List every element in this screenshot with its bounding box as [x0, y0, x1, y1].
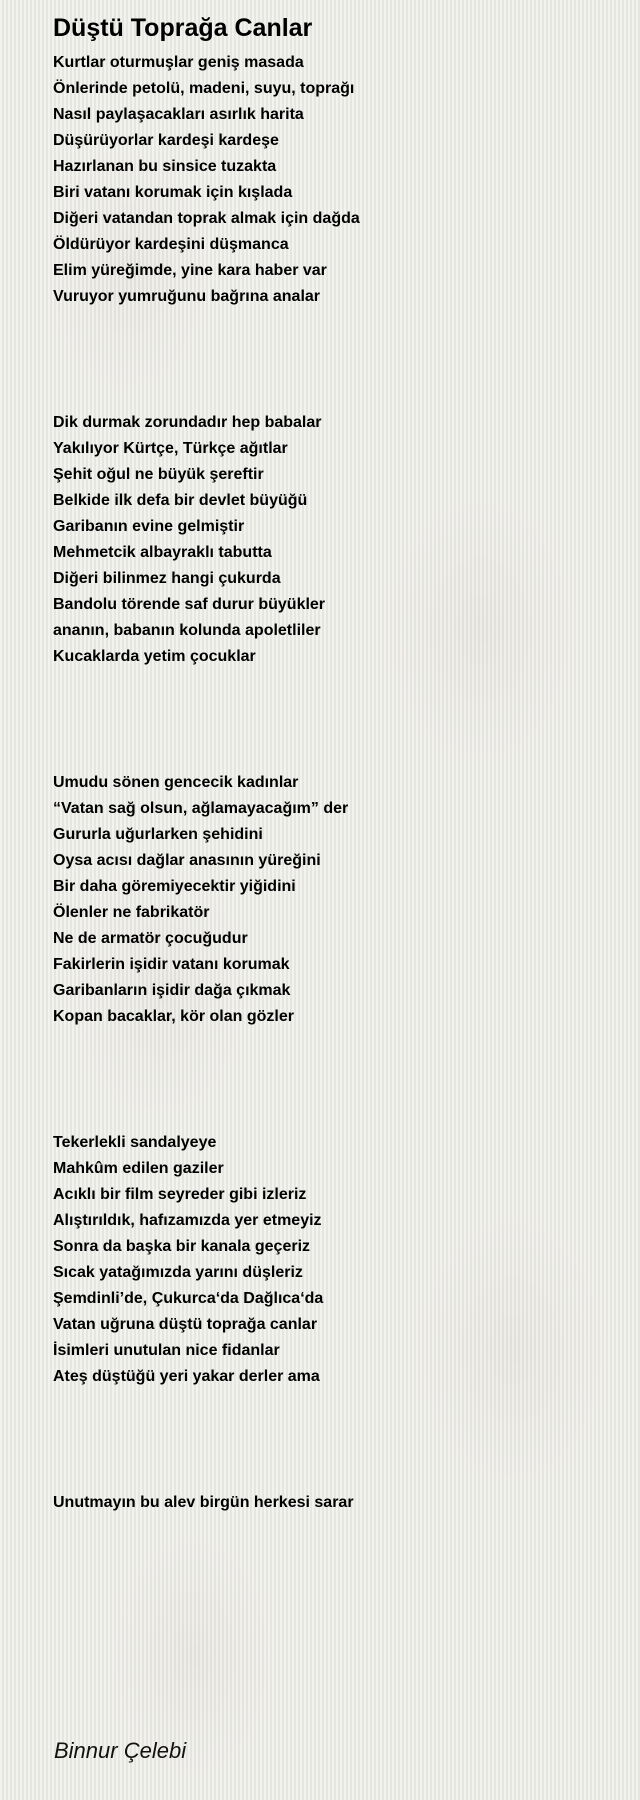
poem-line: Gururla uğurlarken şehidini — [53, 826, 263, 843]
stanza-3 — [53, 770, 348, 1030]
poem-title: Düştü Toprağa Canlar — [53, 14, 313, 42]
poem-line: Dik durmak zorundadır hep babalar — [53, 414, 322, 431]
poem-line: Biri vatanı korumak için kışlada — [53, 184, 293, 201]
poem-line: Öldürüyor kardeşini düşmanca — [53, 236, 289, 253]
stanza-2 — [53, 410, 325, 670]
poem-line: Kopan bacaklar, kör olan gözler — [53, 1008, 294, 1025]
poem-line: Şemdinli’de, Çukurca‘da Dağlıca‘da — [53, 1290, 324, 1307]
poem-line: Sonra da başka bir kanala geçeriz — [53, 1238, 311, 1255]
poem-line: Nasıl paylaşacakları asırlık harita — [53, 106, 304, 123]
poem-line: Yakılıyor Kürtçe, Türkçe ağıtlar — [53, 440, 288, 457]
poem-line: Oysa acısı dağlar anasının yüreğini — [53, 852, 321, 869]
poem-line: Tekerlekli sandalyeye — [53, 1134, 217, 1151]
poem-line: Ölenler ne fabrikatör — [53, 904, 210, 921]
poem-line: Ne de armatör çocuğudur — [53, 930, 248, 947]
poem-line: Unutmayın bu alev birgün herkesi sarar — [53, 1494, 354, 1511]
poem-line: Bir daha göremiyecektir yiğidini — [53, 878, 296, 895]
poem-line: Garibanın evine gelmiştir — [53, 518, 245, 535]
poem-line: Garibanların işidir dağa çıkmak — [53, 982, 291, 999]
poem-line: Sıcak yatağımızda yarını düşleriz — [53, 1264, 303, 1281]
poem-line: Bandolu törende saf durur büyükler — [53, 596, 326, 613]
stanza-5 — [53, 1490, 354, 1516]
poem-line: Şehit oğul ne büyük şereftir — [53, 466, 264, 483]
poem-line: “Vatan sağ olsun, ağlamayacağım” der — [53, 800, 349, 817]
poem-line: ananın, babanın kolunda apoletliler — [53, 622, 321, 639]
stanza-4 — [53, 1130, 323, 1390]
poem-line: Diğeri vatandan toprak almak için dağda — [53, 210, 360, 227]
poem-line: Vatan uğruna düştü toprağa canlar — [53, 1316, 318, 1333]
poem-line: Kurtlar oturmuşlar geniş masada — [53, 54, 304, 71]
poem-line: Vuruyor yumruğunu bağrına analar — [53, 288, 321, 305]
poem-line: Fakirlerin işidir vatanı korumak — [53, 956, 290, 973]
poem-line: Diğeri bilinmez hangi çukurda — [53, 570, 281, 587]
poem-line: Düşürüyorlar kardeşi kardeşe — [53, 132, 279, 149]
poem-line: Ateş düştüğü yeri yakar derler ama — [53, 1368, 320, 1385]
poem-line: Umudu sönen gencecik kadınlar — [53, 774, 299, 791]
poem-line: Mehmetcik albayraklı tabutta — [53, 544, 272, 561]
poem-line: Belkide ilk defa bir devlet büyüğü — [53, 492, 308, 509]
poem-line: Kucaklarda yetim çocuklar — [53, 648, 256, 665]
poem-line: İsimleri unutulan nice fidanlar — [53, 1342, 280, 1359]
poem-line: Elim yüreğimde, yine kara haber var — [53, 262, 327, 279]
poem-line: Acıklı bir film seyreder gibi izleriz — [53, 1186, 307, 1203]
poem-line: Hazırlanan bu sinsice tuzakta — [53, 158, 277, 175]
poem-line: Önlerinde petolü, madeni, suyu, toprağı — [53, 80, 355, 97]
stanza-1 — [53, 50, 360, 310]
poem-line: Mahkûm edilen gaziler — [53, 1160, 224, 1177]
poem-author: Binnur Çelebi — [54, 1738, 187, 1763]
poem-line: Alıştırıldık, hafızamızda yer etmeyiz — [53, 1212, 322, 1229]
